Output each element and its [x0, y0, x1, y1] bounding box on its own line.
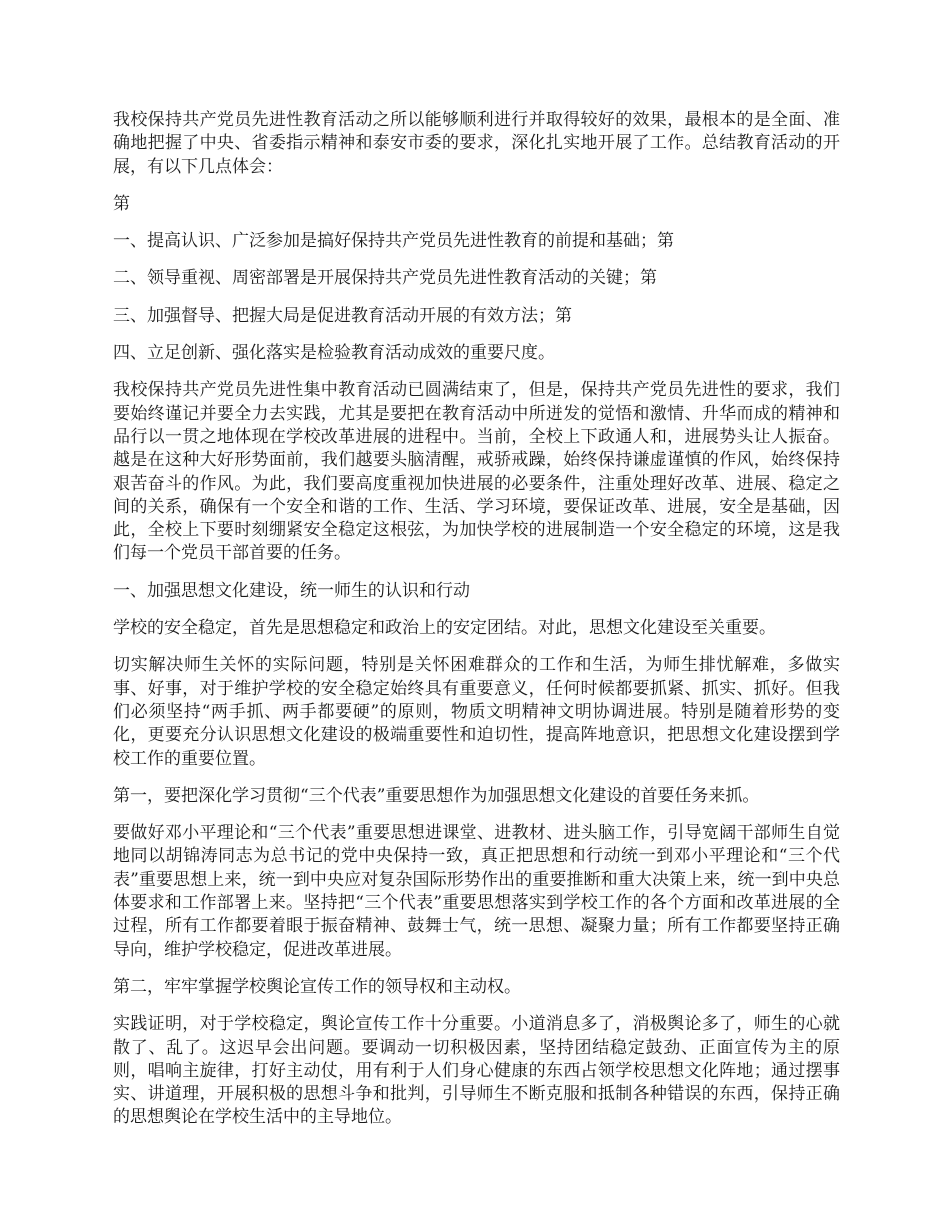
stability-paragraph: 学校的安全稳定，首先是思想稳定和政治上的安定团结。对此，思想文化建设至关重要。 — [113, 618, 776, 639]
first-task-heading: 第一，要把深化学习贯彻“三个代表”重要思想作为加强思想文化建设的首要任务来抓。 — [113, 785, 760, 806]
point-three: 三、加强督导、把握大局是促进教育活动开展的有效方法；第 — [113, 305, 572, 326]
publicity-paragraph: 实践证明，对于学校稳定，舆论宣传工作十分重要。小道消息多了，消极舆论多了，师生的心就散了、乱了。这迟早会出问题。要调动一切积极因素，坚持团结稳定鼓劲、正面宣传为主的原则，唱响主旋律，打好主动仗，用有利于人们身心健康的东西占领学校思想文化阵地；通过摆事实、讲道理，开展积极的思想斗争和批判，引导师生不断克服和抵制各种错误的东西，保持正确的思想舆论在学校生活中的主导地位。 — [113, 1014, 840, 1128]
theory-paragraph: 要做好邓小平理论和“三个代表”重要思想进课堂、进教材、进头脑工作，引导宽阔干部师生自觉地同以胡锦涛同志为总书记的党中央保持一致，真正把思想和行动统一到邓小平理论和“三个代表”重要思想上来，统一到中央应对复杂国际形势作出的重要推断和重大决策上来，统一到中央总体要求和工作部署上来。坚持把“三个代表”重要思想落实到学校工作的各个方面和改革进展的全过程，所有工作都要着眼于振奋精神、鼓舞士气，统一思想、凝聚力量；所有工作都要坚持正确导向，维护学校稳定，促进改革进展。 — [113, 823, 840, 960]
intro-paragraph: 我校保持共产党员先进性教育活动之所以能够顺利进行并取得较好的效果，最根本的是全面、准确地把握了中央、省委指示精神和泰安市委的要求，深化扎实地开展了工作。总结教育活动的开展，有以下几点体会： — [113, 110, 840, 177]
summary-paragraph: 我校保持共产党员先进性集中教育活动已圆满结束了，但是，保持共产党员先进性的要求，我们要始终谨记并要全力去实践，尤其是要把在教育活动中所迸发的觉悟和激情、升华而成的精神和品行以一贯之地体现在学校改革进展的进程中。当前，全校上下政通人和，进展势头让人振奋。越是在这种大好形势面前，我们越要头脑清醒，戒骄戒躁，始终保持谦虚谨慎的作风，始终保持艰苦奋斗的作风。为此，我们要高度重视加快进展的必要条件，注重处理好改革、进展、稳定之间的关系，确保有一个安全和谐的工作、生活、学习环境，要保证改革、进展，安全是基础，因此，全校上下要时刻绷紧安全稳定这根弦，为加快学校的进展制造一个安全稳定的环境，这是我们每一个党员干部首要的任务。 — [113, 380, 840, 564]
section-heading-one: 一、加强思想文化建设，统一师生的认识和行动 — [113, 580, 470, 601]
point-one: 一、提高认识、广泛参加是搞好保持共产党员先进性教育的前提和基础；第 — [113, 231, 674, 252]
second-task-heading: 第二，牢牢掌握学校舆论宣传工作的领导权和主动权。 — [113, 976, 521, 997]
concerns-paragraph: 切实解决师生关怀的实际问题，特别是关怀困难群众的工作和生活，为师生排忧解难，多做实事、好事，对于维护学校的安全稳定始终具有重要意义，任何时候都要抓紧、抓实、抓好。但我们必须坚持“两手抓、两手都要硬”的原则，物质文明精神文明协调进展。特别是随着形势的变化，更要充分认识思想文化建设的极端重要性和迫切性，提高阵地意识，把思想文化建设摆到学校工作的重要位置。 — [113, 655, 840, 769]
point-two: 二、领导重视、周密部署是开展保持共产党员先进性教育活动的关键；第 — [113, 268, 657, 289]
document-body — [113, 109, 840, 1144]
point-four: 四、立足创新、强化落实是检验教育活动成效的重要尺度。 — [113, 343, 555, 364]
paragraph-di: 第 — [113, 193, 130, 214]
